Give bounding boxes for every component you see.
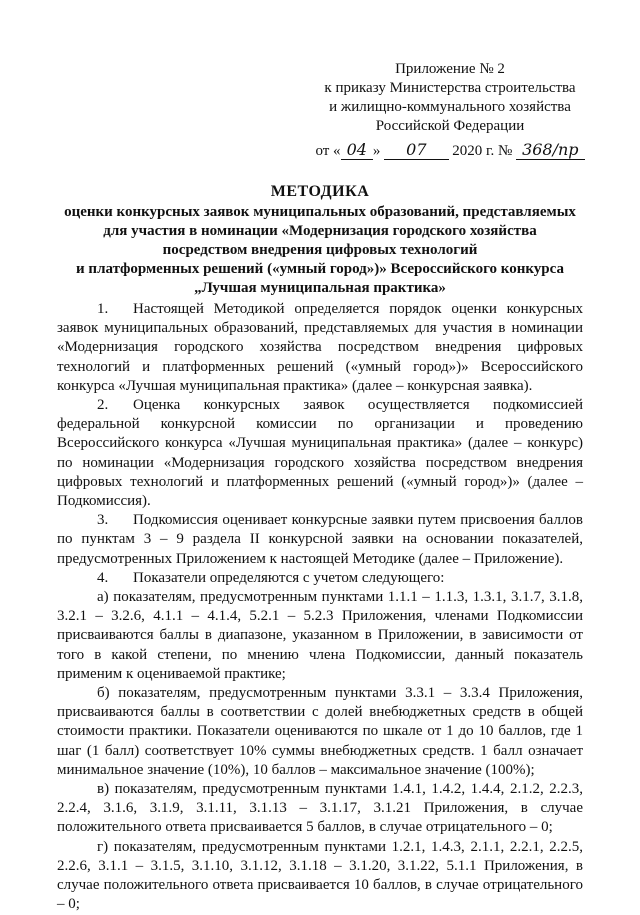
appendix-line-1: Приложение № 2 xyxy=(395,61,505,77)
document-title xyxy=(50,182,590,298)
paragraph-4 xyxy=(57,569,583,588)
paragraph-number: 4. xyxy=(97,569,109,586)
date-prefix: от « xyxy=(315,143,341,159)
subparagraph-g xyxy=(57,838,583,915)
paragraph-text: Оценка конкурсных заявок осуществляется подкомиссией федеральной конкурсной комиссии по организации и проведению Всероссийского конкурса «Лучшая муниципальная практика» (далее – конкурс) по номинации «Модернизация городского хозяйства посредством внедрения цифровых технологий и платформенных решений («умный город»)» (далее – Подкомиссия). xyxy=(57,397,583,510)
paragraph-number: 2. xyxy=(97,397,109,414)
paragraph-text: Подкомиссия оценивает конкурсные заявки путем присвоения баллов по пунктам 3 – 9 раздела II конкурсной заявки на основании показателей, предусмотренных Приложением к настоящей Методике (далее – Приложение). xyxy=(57,512,583,567)
order-number: 368/пр xyxy=(516,140,584,160)
paragraph-text: Показатели определяются с учетом следующего: xyxy=(133,569,445,586)
document-body xyxy=(57,300,583,915)
subparagraph-v xyxy=(57,780,583,838)
appendix-line-3: и жилищно-коммунального хозяйства xyxy=(329,99,571,115)
date-year: 2020 г. № xyxy=(452,143,513,159)
paragraph-text: Настоящей Методикой определяется порядок оценки конкурсных заявок муниципальных образований, представляемых для участия в номинации «Модернизация городского хозяйства посредством внедрения цифровых технологий и платформенных решений («умный город»)» Всероссийского конкурса «Лучшая муниципальная практика» (далее – конкурсная заявка). xyxy=(57,301,583,394)
paragraph-number: 3. xyxy=(97,512,109,529)
title-line-1: оценки конкурсных заявок муниципальных образований, представляемых xyxy=(64,204,576,220)
paragraph-3 xyxy=(57,511,583,569)
date-day: 04 xyxy=(341,140,373,160)
title-line-2: для участия в номинации «Модернизация городского хозяйства xyxy=(103,223,537,239)
subparagraph-b xyxy=(57,684,583,780)
date-mid: » xyxy=(372,143,381,159)
title-main: МЕТОДИКА xyxy=(270,183,370,200)
order-date-line xyxy=(300,140,600,161)
appendix-line-2: к приказу Министерства строительства xyxy=(324,80,576,96)
appendix-header xyxy=(300,60,600,161)
subparagraph-a xyxy=(57,588,583,684)
date-month: 07 xyxy=(384,140,448,160)
paragraph-text: в) показателям, предусмотренным пунктами 1.4.1, 1.4.2, 1.4.4, 2.1.2, 2.2.3, 2.2.4, 3.1.6, 3.1.9, 3.1.11, 3.1.13 – 3.1.17, 3.1.21 Приложения, в случае положительного ответа присваивается 5 баллов, в случае отрицательного – 0; xyxy=(57,781,583,836)
title-line-3: посредством внедрения цифровых технологий xyxy=(162,242,478,258)
paragraph-1 xyxy=(57,300,583,396)
title-line-5: „Лучшая муниципальная практика» xyxy=(194,280,446,296)
paragraph-text: б) показателям, предусмотренным пунктами 3.3.1 – 3.3.4 Приложения, присваиваются баллы в соответствии с долей внебюджетных средств в общей стоимости практики. Показатели оцениваются по шкале от 1 до 10 баллов, где 1 шаг (1 балл) соответствует 10% суммы внебюджетных средств. 1 балл означает минимальное значение (10%), 10 баллов – максимальное значение (100%); xyxy=(57,685,583,778)
paragraph-text: г) показателям, предусмотренным пунктами 1.2.1, 1.4.3, 2.1.1, 2.2.1, 2.2.5, 2.2.6, 3.1.1 – 3.1.5, 3.1.10, 3.1.12, 3.1.18 – 3.1.20, 3.1.22, 5.1.1 Приложения, в случае положительного ответа присваивается 10 баллов, в случае отрицательного – 0; xyxy=(57,838,583,913)
appendix-line-4: Российской Федерации xyxy=(375,118,525,134)
paragraph-text: а) показателям, предусмотренным пунктами 1.1.1 – 1.1.3, 1.3.1, 3.1.7, 3.1.8, 3.2.1 – 3.2.6, 4.1.1 – 4.1.4, 5.2.1 – 5.2.3 Приложения, членами Подкомиссии присваиваются баллы в диапазоне, указанном в Приложении, в зависимости от того в какой степени, по мнению члена Подкомиссии, данный показатель применим к оцениваемой практике; xyxy=(57,589,583,682)
paragraph-number: 1. xyxy=(97,301,109,317)
title-line-4: и платформенных решений («умный город»)» Всероссийского конкурса xyxy=(76,261,564,277)
paragraph-2 xyxy=(57,396,583,511)
